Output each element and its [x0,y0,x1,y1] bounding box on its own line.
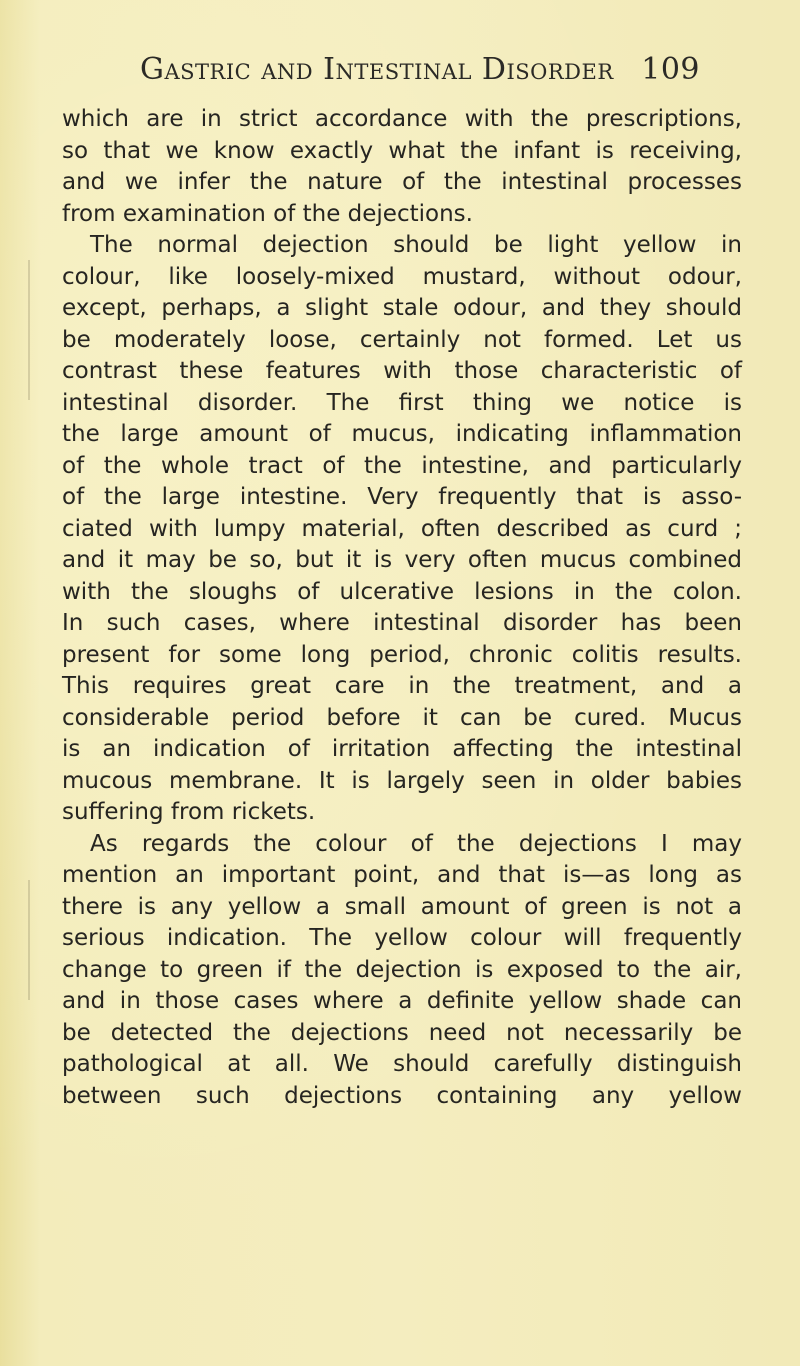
text-line: suffering from rickets. [62,799,316,825]
text-line: mention an important point, and that is—as long as [62,862,742,888]
text-line: intestinal disorder. The first thing we notice is [62,389,742,416]
text-line: pathological at all. We should carefully distinguish [62,1051,742,1077]
text-line: This requires great care in the treatment, and a [62,673,742,699]
body-text [62,104,742,1112]
text-line: and we infer the nature of the intestinal processes [62,169,742,195]
text-line: the large amount of mucus, indicating inflammation [62,421,742,447]
text-line: In such cases, where intestinal disorder has been [62,610,742,636]
page-number: 109 [641,52,700,87]
text-line: of the large intestine. Very frequently that is asso- [62,484,742,510]
text-line: be moderately loose, certainly not formed. Let us [62,326,742,353]
text-line: ciated with lumpy material, often described as curd ; [62,515,742,542]
text-line: except, perhaps, a slight stale odour, and they should [62,295,742,321]
text-line: and it may be so, but it is very often mucus combined [62,547,742,573]
text-line: considerable period before it can be cured. Mucus [62,704,742,731]
text-line: and in those cases where a definite yellow shade can [62,988,742,1014]
text-line: serious indication. The yellow colour will frequently [62,925,742,951]
text-line: The normal dejection should be light yellow in [90,232,742,258]
text-line: is an indication of irritation affecting the intestinal [62,736,742,762]
text-line: from examination of the dejections. [62,200,473,227]
gutter-shadow [28,260,30,400]
text-line: be detected the dejections need not necessarily be [62,1019,742,1046]
text-line: mucous membrane. It is largely seen in older babies [62,767,742,794]
running-head-title: Gastric and Intestinal Disorder [140,52,614,87]
text-line: change to green if the dejection is exposed to the air, [62,956,742,983]
text-line: with the sloughs of ulcerative lesions in the colon. [62,578,742,605]
text-line: between such dejections containing any yellow [62,1082,742,1109]
text-line: contrast these features with those characteristic of [62,358,742,384]
text-line: colour, like loosely-mixed mustard, without odour, [62,263,742,290]
text-line: present for some long period, chronic colitis results. [62,641,742,668]
gutter-shadow [28,880,30,1000]
text-line: so that we know exactly what the infant is receiving, [62,137,742,164]
text-line: which are in strict accordance with the prescriptions, [62,106,742,132]
text-line: there is any yellow a small amount of green is not a [62,893,742,920]
text-line: of the whole tract of the intestine, and particularly [62,452,742,479]
text-line: As regards the colour of the dejections I may [90,830,742,857]
running-head [140,52,700,92]
